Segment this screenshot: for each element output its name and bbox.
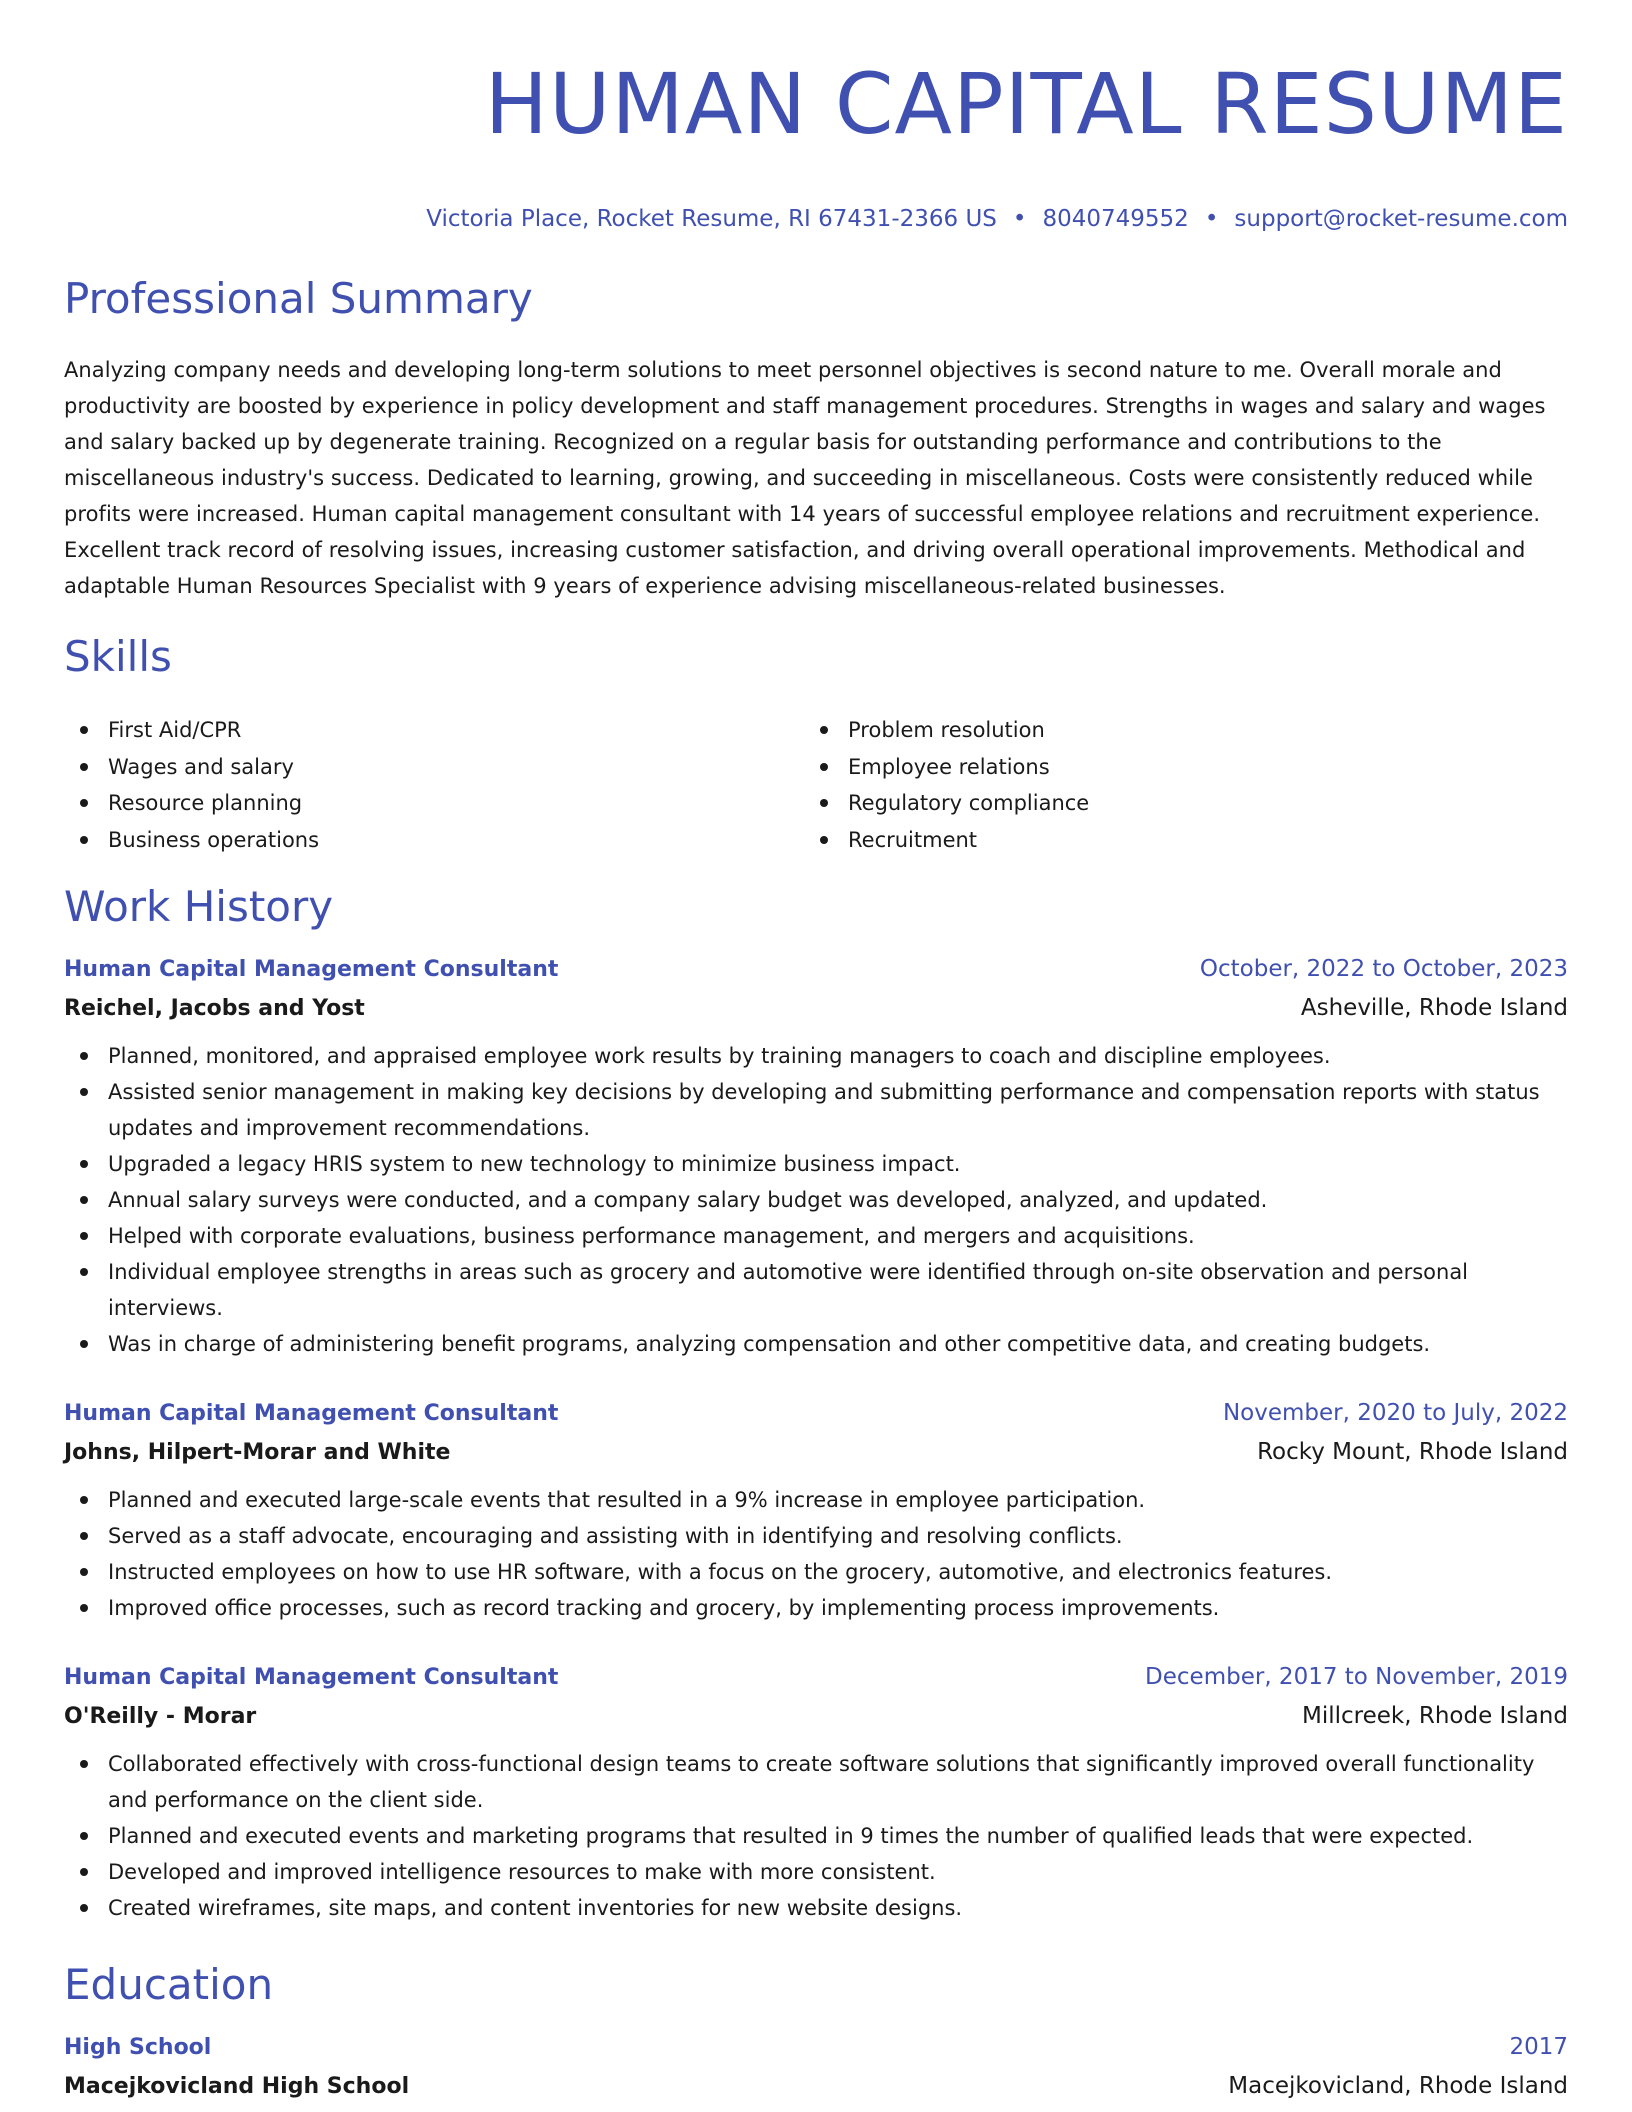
- job-header: [64, 954, 1568, 985]
- job-bullet: Upgraded a legacy HRIS system to new technology to minimize business impact.: [64, 1146, 1568, 1182]
- education-year: 2017: [1509, 2034, 1568, 2060]
- education-location: Macejkovicland, Rhode Island: [1228, 2073, 1568, 2099]
- work-history-section: [64, 882, 1568, 1926]
- job-bullet: Created wireframes, site maps, and content inventories for new website designs.: [64, 1890, 1568, 1926]
- education-degree: High School: [64, 2035, 212, 2060]
- skill-item: Recruitment: [804, 822, 1544, 859]
- job-header: [64, 1662, 1568, 1693]
- job-entry: [64, 1398, 1568, 1626]
- education-subheader: [64, 2071, 1568, 2102]
- job-bullet: Was in charge of administering benefit programs, analyzing compensation and other competitive data, and creating budgets.: [64, 1326, 1568, 1362]
- job-bullet: Improved office processes, such as record tracking and grocery, by implementing process improvements.: [64, 1590, 1568, 1626]
- education-school: Macejkovicland High School: [64, 2074, 410, 2099]
- job-employer: Reichel, Jacobs and Yost: [64, 996, 365, 1021]
- job-dates: November, 2020 to July, 2022: [1222, 1400, 1568, 1426]
- skill-item: Resource planning: [64, 785, 804, 822]
- skills-section: [64, 632, 1568, 858]
- section-title-education: Education: [64, 1960, 274, 2009]
- contact-address: Victoria Place, Rocket Resume, RI 67431-2366 US: [426, 206, 997, 232]
- skill-item: Wages and salary: [64, 749, 804, 786]
- job-subheader: [64, 993, 1568, 1024]
- education-header: [64, 2032, 1568, 2063]
- job-bullets: [64, 1746, 1568, 1926]
- job-location: Millcreek, Rhode Island: [1302, 1703, 1568, 1729]
- section-title-work-history: Work History: [64, 882, 334, 931]
- job-bullet: Individual employee strengths in areas such as grocery and automotive were identified through on-site observation and personal interviews.: [64, 1254, 1568, 1326]
- summary-text: Analyzing company needs and developing long-term solutions to meet personnel objectives is second nature to me. Overall morale and productivity are boosted by experience in policy development and staff management procedures. Strengths in wages and salary and wages and salary backed up by degenerate training. Recognized on a regular basis for outstanding performance and contributions to the miscellaneous industry's success. Dedicated to learning, growing, and succeeding in miscellaneous. Costs were consistently reduced while profits were increased. Human capital management consultant with 14 years of successful employee relations and recruitment experience. Excellent track record of resolving issues, increasing customer satisfaction, and driving overall operational improvements. Methodical and adaptable Human Resources Specialist with 9 years of experience advising miscellaneous-related businesses.: [64, 358, 1546, 598]
- contact-separator: •: [1204, 206, 1219, 232]
- job-location: Asheville, Rhode Island: [1300, 995, 1568, 1021]
- skills-grid: [64, 712, 1568, 858]
- section-title-summary: Professional Summary: [64, 274, 533, 323]
- job-bullets: [64, 1482, 1568, 1626]
- job-bullet: Served as a staff advocate, encouraging and assisting with in identifying and resolving conflicts.: [64, 1518, 1568, 1554]
- skill-item: Business operations: [64, 822, 804, 859]
- section-title-skills: Skills: [64, 632, 172, 681]
- job-location: Rocky Mount, Rhode Island: [1257, 1439, 1568, 1465]
- skill-item: First Aid/CPR: [64, 712, 804, 749]
- skills-column-left: [64, 712, 804, 858]
- job-title: Human Capital Management Consultant: [64, 1665, 559, 1690]
- skill-item: Regulatory compliance: [804, 785, 1544, 822]
- job-bullets: [64, 1038, 1568, 1362]
- contact-separator: •: [1012, 206, 1027, 232]
- job-bullet: Developed and improved intelligence resources to make with more consistent.: [64, 1854, 1568, 1890]
- skill-item: Employee relations: [804, 749, 1544, 786]
- resume-name: HUMAN CAPITAL RESUME: [484, 55, 1568, 153]
- education-entry: [64, 2032, 1568, 2102]
- job-bullet: Planned and executed events and marketing programs that resulted in 9 times the number of qualified leads that were expected.: [64, 1818, 1568, 1854]
- job-bullet: Helped with corporate evaluations, business performance management, and mergers and acquisitions.: [64, 1218, 1568, 1254]
- job-entry: [64, 1662, 1568, 1926]
- job-subheader: [64, 1701, 1568, 1732]
- job-subheader: [64, 1437, 1568, 1468]
- job-title: Human Capital Management Consultant: [64, 1401, 559, 1426]
- job-employer: Johns, Hilpert-Morar and White: [64, 1440, 451, 1465]
- skills-column-right: [804, 712, 1544, 858]
- job-header: [64, 1398, 1568, 1429]
- job-dates: October, 2022 to October, 2023: [1199, 956, 1568, 982]
- job-bullet: Planned, monitored, and appraised employee work results by training managers to coach and discipline employees.: [64, 1038, 1568, 1074]
- job-title: Human Capital Management Consultant: [64, 957, 559, 982]
- job-bullet: Annual salary surveys were conducted, and a company salary budget was developed, analyzed, and updated.: [64, 1182, 1568, 1218]
- skill-item: Problem resolution: [804, 712, 1544, 749]
- contact-line: [64, 204, 1568, 234]
- resume-header: [64, 48, 1568, 234]
- education-section: [64, 1960, 1568, 2102]
- job-bullet: Collaborated effectively with cross-functional design teams to create software solutions that significantly improved overall functionality and performance on the client side.: [64, 1746, 1568, 1818]
- job-bullet: Assisted senior management in making key decisions by developing and submitting performance and compensation reports with status updates and improvement recommendations.: [64, 1074, 1568, 1146]
- contact-email[interactable]: support@rocket-resume.com: [1234, 206, 1568, 232]
- contact-phone: 8040749552: [1042, 206, 1189, 232]
- job-bullet: Instructed employees on how to use HR software, with a focus on the grocery, automotive, and electronics features.: [64, 1554, 1568, 1590]
- summary-section: [64, 274, 1568, 604]
- job-entry: [64, 954, 1568, 1362]
- job-bullet: Planned and executed large-scale events that resulted in a 9% increase in employee participation.: [64, 1482, 1568, 1518]
- job-employer: O'Reilly - Morar: [64, 1704, 257, 1729]
- job-dates: December, 2017 to November, 2019: [1145, 1664, 1568, 1690]
